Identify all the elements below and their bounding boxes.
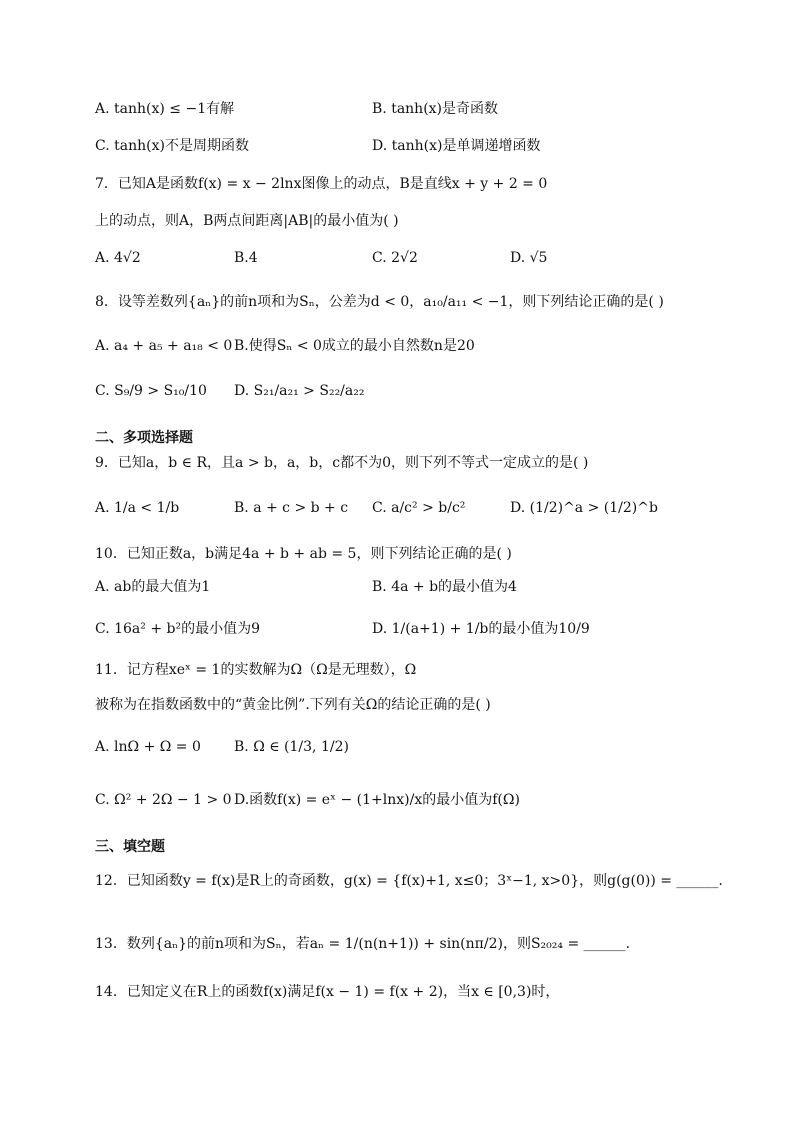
text-line-q13: 13．数列{aₙ}的前n项和为Sₙ，若aₙ = 1/(n(n+1)) + sin(nπ/2)，则S₂₀₂₄ = ______.: [95, 936, 631, 952]
text-line-q6a: A. tanh(x) ≤ −1有解: [95, 101, 235, 117]
text-line-q10b: B. 4a + b的最小值为4: [372, 579, 517, 595]
text-line-q9a: A. 1/a < 1/b: [95, 500, 180, 516]
section-title-fill-blank: 三、填空题: [95, 839, 165, 855]
text-line-q7b: 上的动点，则A，B两点间距离|AB|的最小值为( ): [95, 213, 399, 229]
text-line-q9b: B. a + c > b + c: [234, 500, 349, 516]
text-line-q11: 11．记方程xeˣ = 1的实数解为Ω（Ω是无理数），Ω: [95, 662, 417, 678]
text-line-q9d: D. (1/2)^a > (1/2)^b: [510, 500, 658, 516]
text-line-q7c1: A. 4√2: [95, 250, 141, 266]
text-line-q6c: C. tanh(x)不是周期函数: [95, 138, 249, 154]
text-line-q7c4: D. √5: [510, 250, 548, 266]
text-line-q11bb: B. Ω ∈ (1/3, 1/2): [234, 739, 349, 755]
text-line-q8b: B.使得Sₙ < 0成立的最小自然数n是20: [234, 338, 475, 354]
text-line-q11c: C. Ω² + 2Ω − 1 > 0: [95, 792, 232, 808]
text-line-q10d: D. 1/(a+1) + 1/b的最小值为10/9: [372, 621, 590, 637]
text-line-q8: 8．设等差数列{aₙ}的前n项和为Sₙ，公差为d < 0，a₁₀/a₁₁ < −1，则下列结论正确的是( ): [95, 294, 664, 310]
text-line-q7: 7．已知A是函数f(x) = x − 2lnx图像上的动点，B是直线x + y + 2 = 0: [95, 176, 548, 192]
text-line-q10c: C. 16a² + b²的最小值为9: [95, 621, 260, 637]
text-line-q12: 12．已知函数y = f(x)是R上的奇函数，g(x) = {f(x)+1, x≤0；3ˣ−1, x>0}，则g(g(0)) = ______.: [95, 873, 723, 889]
text-line-q7c2: B.4: [234, 250, 258, 266]
text-line-q8a: A. a₄ + a₅ + a₁₈ < 0: [95, 338, 233, 354]
text-line-q9: 9．已知a，b ∈ R，且a > b，a，b，c都不为0，则下列不等式一定成立的是( ): [95, 455, 589, 471]
text-line-q14: 14．已知定义在R上的函数f(x)满足f(x − 1) = f(x + 2)，当x ∈ [0,3)时，: [95, 984, 560, 1000]
text-line-q11b: 被称为在指数函数中的“黄金比例”.下列有关Ω的结论正确的是( ): [95, 697, 491, 713]
text-line-q7c3: C. 2√2: [372, 250, 418, 266]
text-line-q8d: D. S₂₁/a₂₁ > S₂₂/a₂₂: [234, 383, 365, 399]
text-line-q6b: B. tanh(x)是奇函数: [372, 101, 499, 117]
text-line-q11a: A. lnΩ + Ω = 0: [95, 739, 201, 755]
text-line-q6d: D. tanh(x)是单调递增函数: [372, 138, 541, 154]
text-line-q11d: D.函数f(x) = eˣ − (1+lnx)/x的最小值为f(Ω): [234, 792, 520, 808]
text-line-q8c: C. S₉/9 > S₁₀/10: [95, 383, 207, 399]
text-line-q10: 10．已知正数a，b满足4a + b + ab = 5，则下列结论正确的是( ): [95, 546, 512, 562]
text-line-q9c: C. a/c² > b/c²: [372, 500, 466, 516]
section-title-multiple-choice: 二、多项选择题: [95, 430, 193, 446]
text-line-q10a: A. ab的最大值为1: [95, 579, 211, 595]
